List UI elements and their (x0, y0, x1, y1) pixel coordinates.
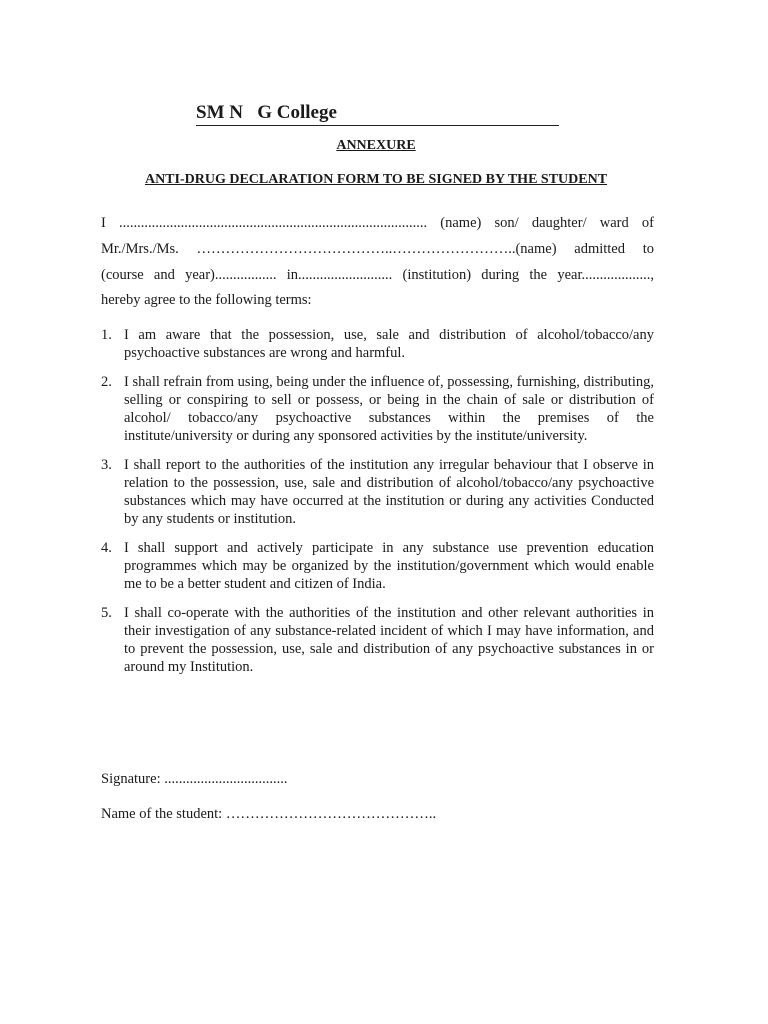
intro-line-agree: hereby agree to the following terms: (101, 292, 312, 309)
form-title: ANTI-DRUG DECLARATION FORM TO BE SIGNED BY THE STUDENT (144, 172, 608, 187)
college-name: SM N G College (196, 102, 559, 126)
term-number: 5. (101, 605, 112, 621)
intro-line-course: (course and year)................. in.......................... (institution) during the year..................., (101, 266, 654, 283)
term-number: 4. (101, 540, 112, 556)
term-text: I shall refrain from using, being under the influence of, possessing, furnishing, distributing, selling or conspiring to sell or possess, or being in the chain of sale or distribution of alcohol/ tobacco/any psychoactive substances within the premises of the institute/university or during any sponsored activities by the institute/university. (124, 374, 654, 444)
term-item (101, 456, 654, 528)
term-number: 2. (101, 374, 112, 390)
annexure-heading: ANNEXURE (336, 138, 416, 153)
declaration-intro (101, 211, 654, 314)
term-item (101, 604, 654, 676)
student-name-line: Name of the student: …………………………………….. (101, 806, 437, 822)
intro-line-guardian: Mr./Mrs./Ms. …………………………………..……………………..(name) admitted to (101, 240, 654, 257)
term-item (101, 326, 654, 362)
term-number: 3. (101, 457, 112, 473)
term-text: I shall co-operate with the authorities of the institution and other relevant authorities in their investigation of any substance-related incident of which I may have information, and to prevent the possession, use, sale and distribution of any psychoactive substances in or around my Institution. (124, 605, 654, 675)
term-item (101, 539, 654, 593)
intro-line-name: I ..................................................................................... (name) son/ daughter/ ward of (101, 215, 654, 231)
term-text: I shall support and actively participate in any substance use prevention education programmes which may be organized by the institution/government which would enable me to be a better student and citizen of India. (124, 540, 654, 592)
terms-list (101, 326, 654, 687)
term-item (101, 373, 654, 445)
term-number: 1. (101, 327, 112, 343)
signature-line: Signature: .................................. (101, 771, 288, 787)
term-text: I am aware that the possession, use, sale and distribution of alcohol/tobacco/any psychoactive substances are wrong and harmful. (124, 327, 654, 361)
term-text: I shall report to the authorities of the institution any irregular behaviour that I observe in relation to the possession, use, sale and distribution of alcohol/tobacco/any psychoactive substances which may have occurred at the institution or during any activities Conducted by any students or institution. (124, 457, 654, 527)
